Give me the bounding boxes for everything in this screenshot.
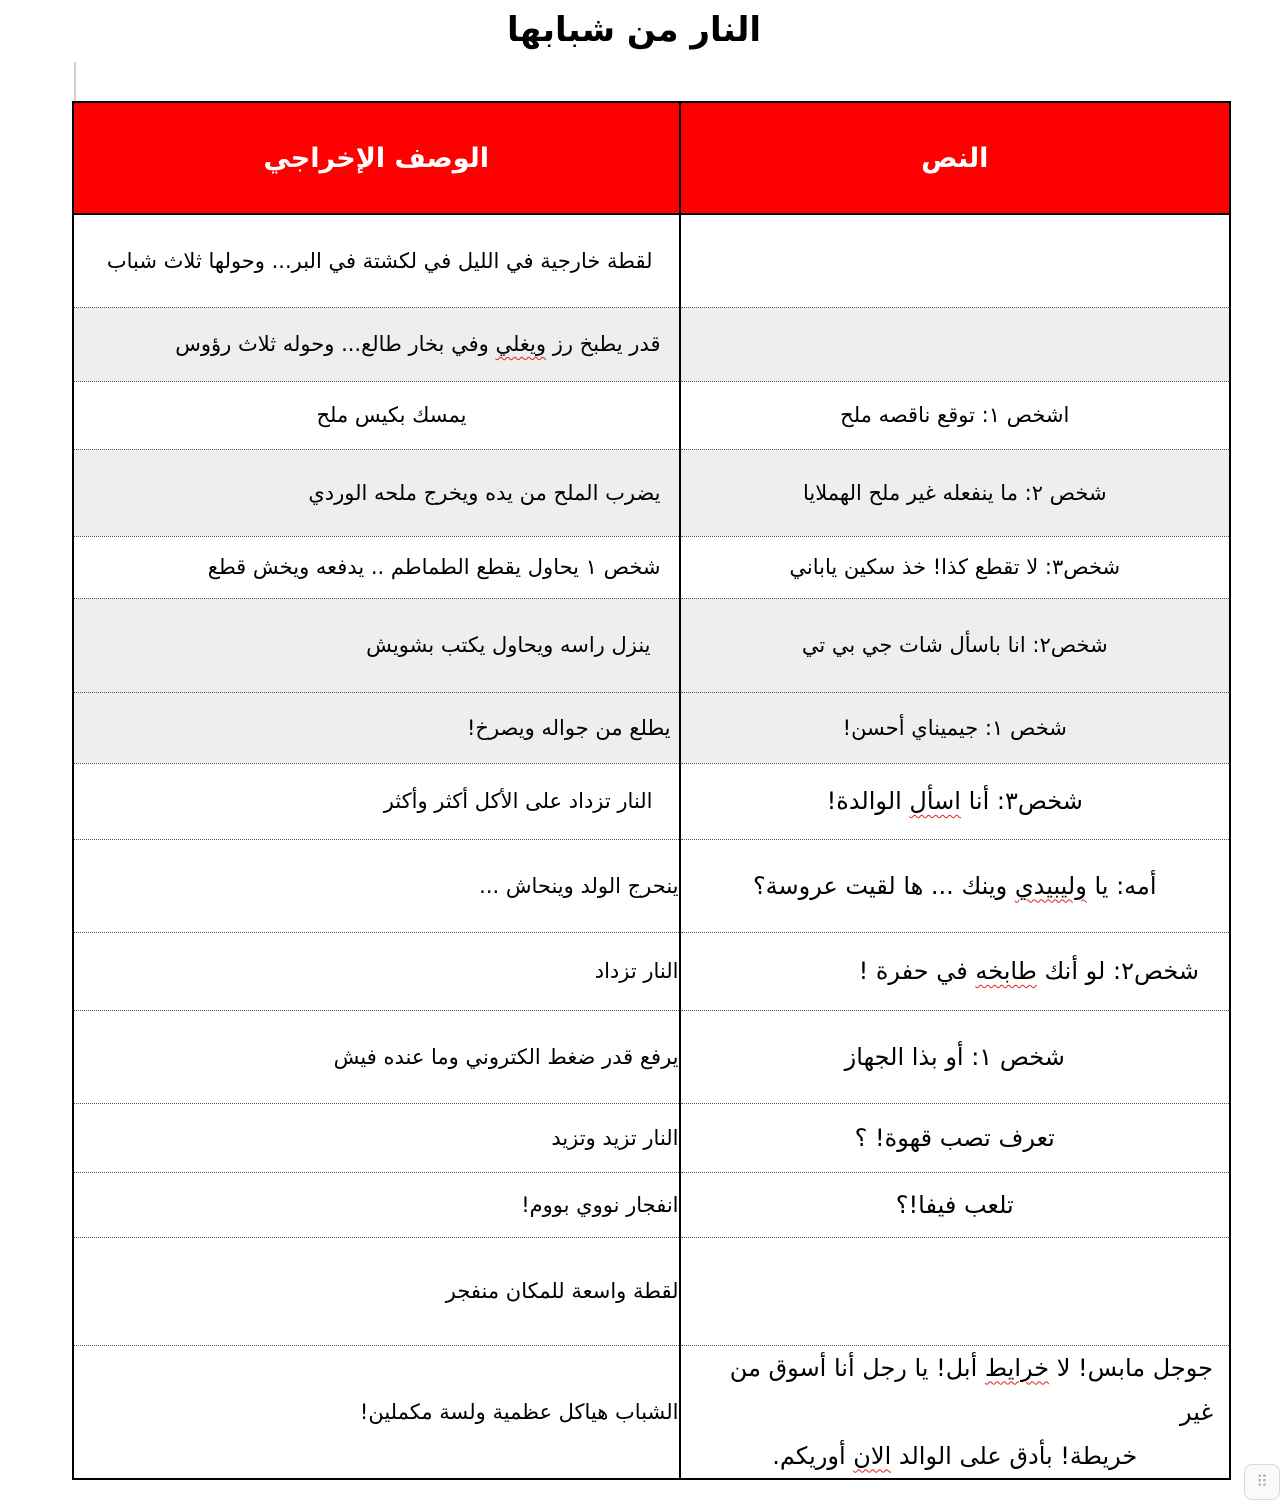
table-row xyxy=(73,1103,1230,1172)
row-description: لقطة خارجية في الليل في لكشتة في البر... وحولها ثلاث شباب xyxy=(73,214,680,307)
row-description: قدر يطبخ رز ويغلي وفي بخار طالع... وحوله ثلاث رؤوس xyxy=(73,307,680,381)
table-row xyxy=(73,449,1230,536)
row-description: انفجار نووي بووم! xyxy=(73,1172,680,1237)
row-description: يضرب الملح من يده ويخرج ملحه الوردي xyxy=(73,449,680,536)
table-row xyxy=(73,598,1230,692)
table-row xyxy=(73,839,1230,932)
row-text: شخص٣: لا تقطع كذا! خذ سكين ياباني xyxy=(680,536,1230,598)
row-text-line: خريطة! بأدق على الوالد الان أوريكم. xyxy=(772,1441,1138,1470)
row-text: شخص ١: جيميناي أحسن! xyxy=(680,692,1230,763)
row-text: شخص٢: انا باسأل شات جي بي تي xyxy=(680,598,1230,692)
margin-line xyxy=(74,62,76,102)
row-description: ينزل راسه ويحاول يكتب بشويش xyxy=(73,598,680,692)
row-description: يمسك بكيس ملح xyxy=(73,381,680,449)
drag-grid-icon[interactable]: ⠿ xyxy=(1244,1464,1280,1500)
row-description: النار تزداد xyxy=(73,932,680,1010)
row-description: النار تزيد وتزيد xyxy=(73,1103,680,1172)
script-table xyxy=(72,101,1231,1480)
row-text xyxy=(680,214,1230,307)
table-header-row xyxy=(73,102,1230,214)
table-row xyxy=(73,1010,1230,1103)
row-description: ينحرج الولد وينحاش ... xyxy=(73,839,680,932)
table-row xyxy=(73,214,1230,307)
table-row xyxy=(73,1345,1230,1479)
row-description: شخص ١ يحاول يقطع الطماطم .. يدفعه ويخش قطع xyxy=(73,536,680,598)
table-row xyxy=(73,932,1230,1010)
row-description: لقطة واسعة للمكان منفجر xyxy=(73,1237,680,1345)
row-text: شخص٢: لو أنك طابخه في حفرة ! xyxy=(680,932,1230,1010)
row-text: شخص٣: أنا اسأل الوالدة! xyxy=(680,763,1230,839)
header-description: الوصف الإخراجي xyxy=(73,102,680,214)
row-description: يطلع من جواله ويصرخ! xyxy=(73,692,680,763)
table-row xyxy=(73,381,1230,449)
row-text-line: جوجل مابس! لا خرايط أبل! يا رجل أنا أسوق من غير xyxy=(729,1353,1213,1426)
table-row xyxy=(73,763,1230,839)
table-row xyxy=(73,1237,1230,1345)
row-text: تعرف تصب قهوة! ؟ xyxy=(680,1103,1230,1172)
row-text xyxy=(680,307,1230,381)
row-text: أمه: يا وليبيدي وينك ... ها لقيت عروسة؟ xyxy=(680,839,1230,932)
table-row xyxy=(73,307,1230,381)
row-text: شخص ٢: ما ينفعله غير ملح الهملايا xyxy=(680,449,1230,536)
row-text xyxy=(680,1237,1230,1345)
row-text: تلعب فيفا!؟ xyxy=(680,1172,1230,1237)
row-text xyxy=(680,1345,1230,1479)
row-description: الشباب هياكل عظمية ولسة مكملين! xyxy=(73,1345,680,1479)
row-description: يرفع قدر ضغط الكتروني وما عنده فيش xyxy=(73,1010,680,1103)
table-row xyxy=(73,536,1230,598)
table-row xyxy=(73,1172,1230,1237)
page-title: النار من شبابها xyxy=(506,10,762,50)
row-text: شخص ١: أو بذا الجهاز xyxy=(680,1010,1230,1103)
row-description: النار تزداد على الأكل أكثر وأكثر xyxy=(73,763,680,839)
row-text: اشخص ١: توقع ناقصه ملح xyxy=(680,381,1230,449)
table-row xyxy=(73,692,1230,763)
header-text: النص xyxy=(680,102,1230,214)
